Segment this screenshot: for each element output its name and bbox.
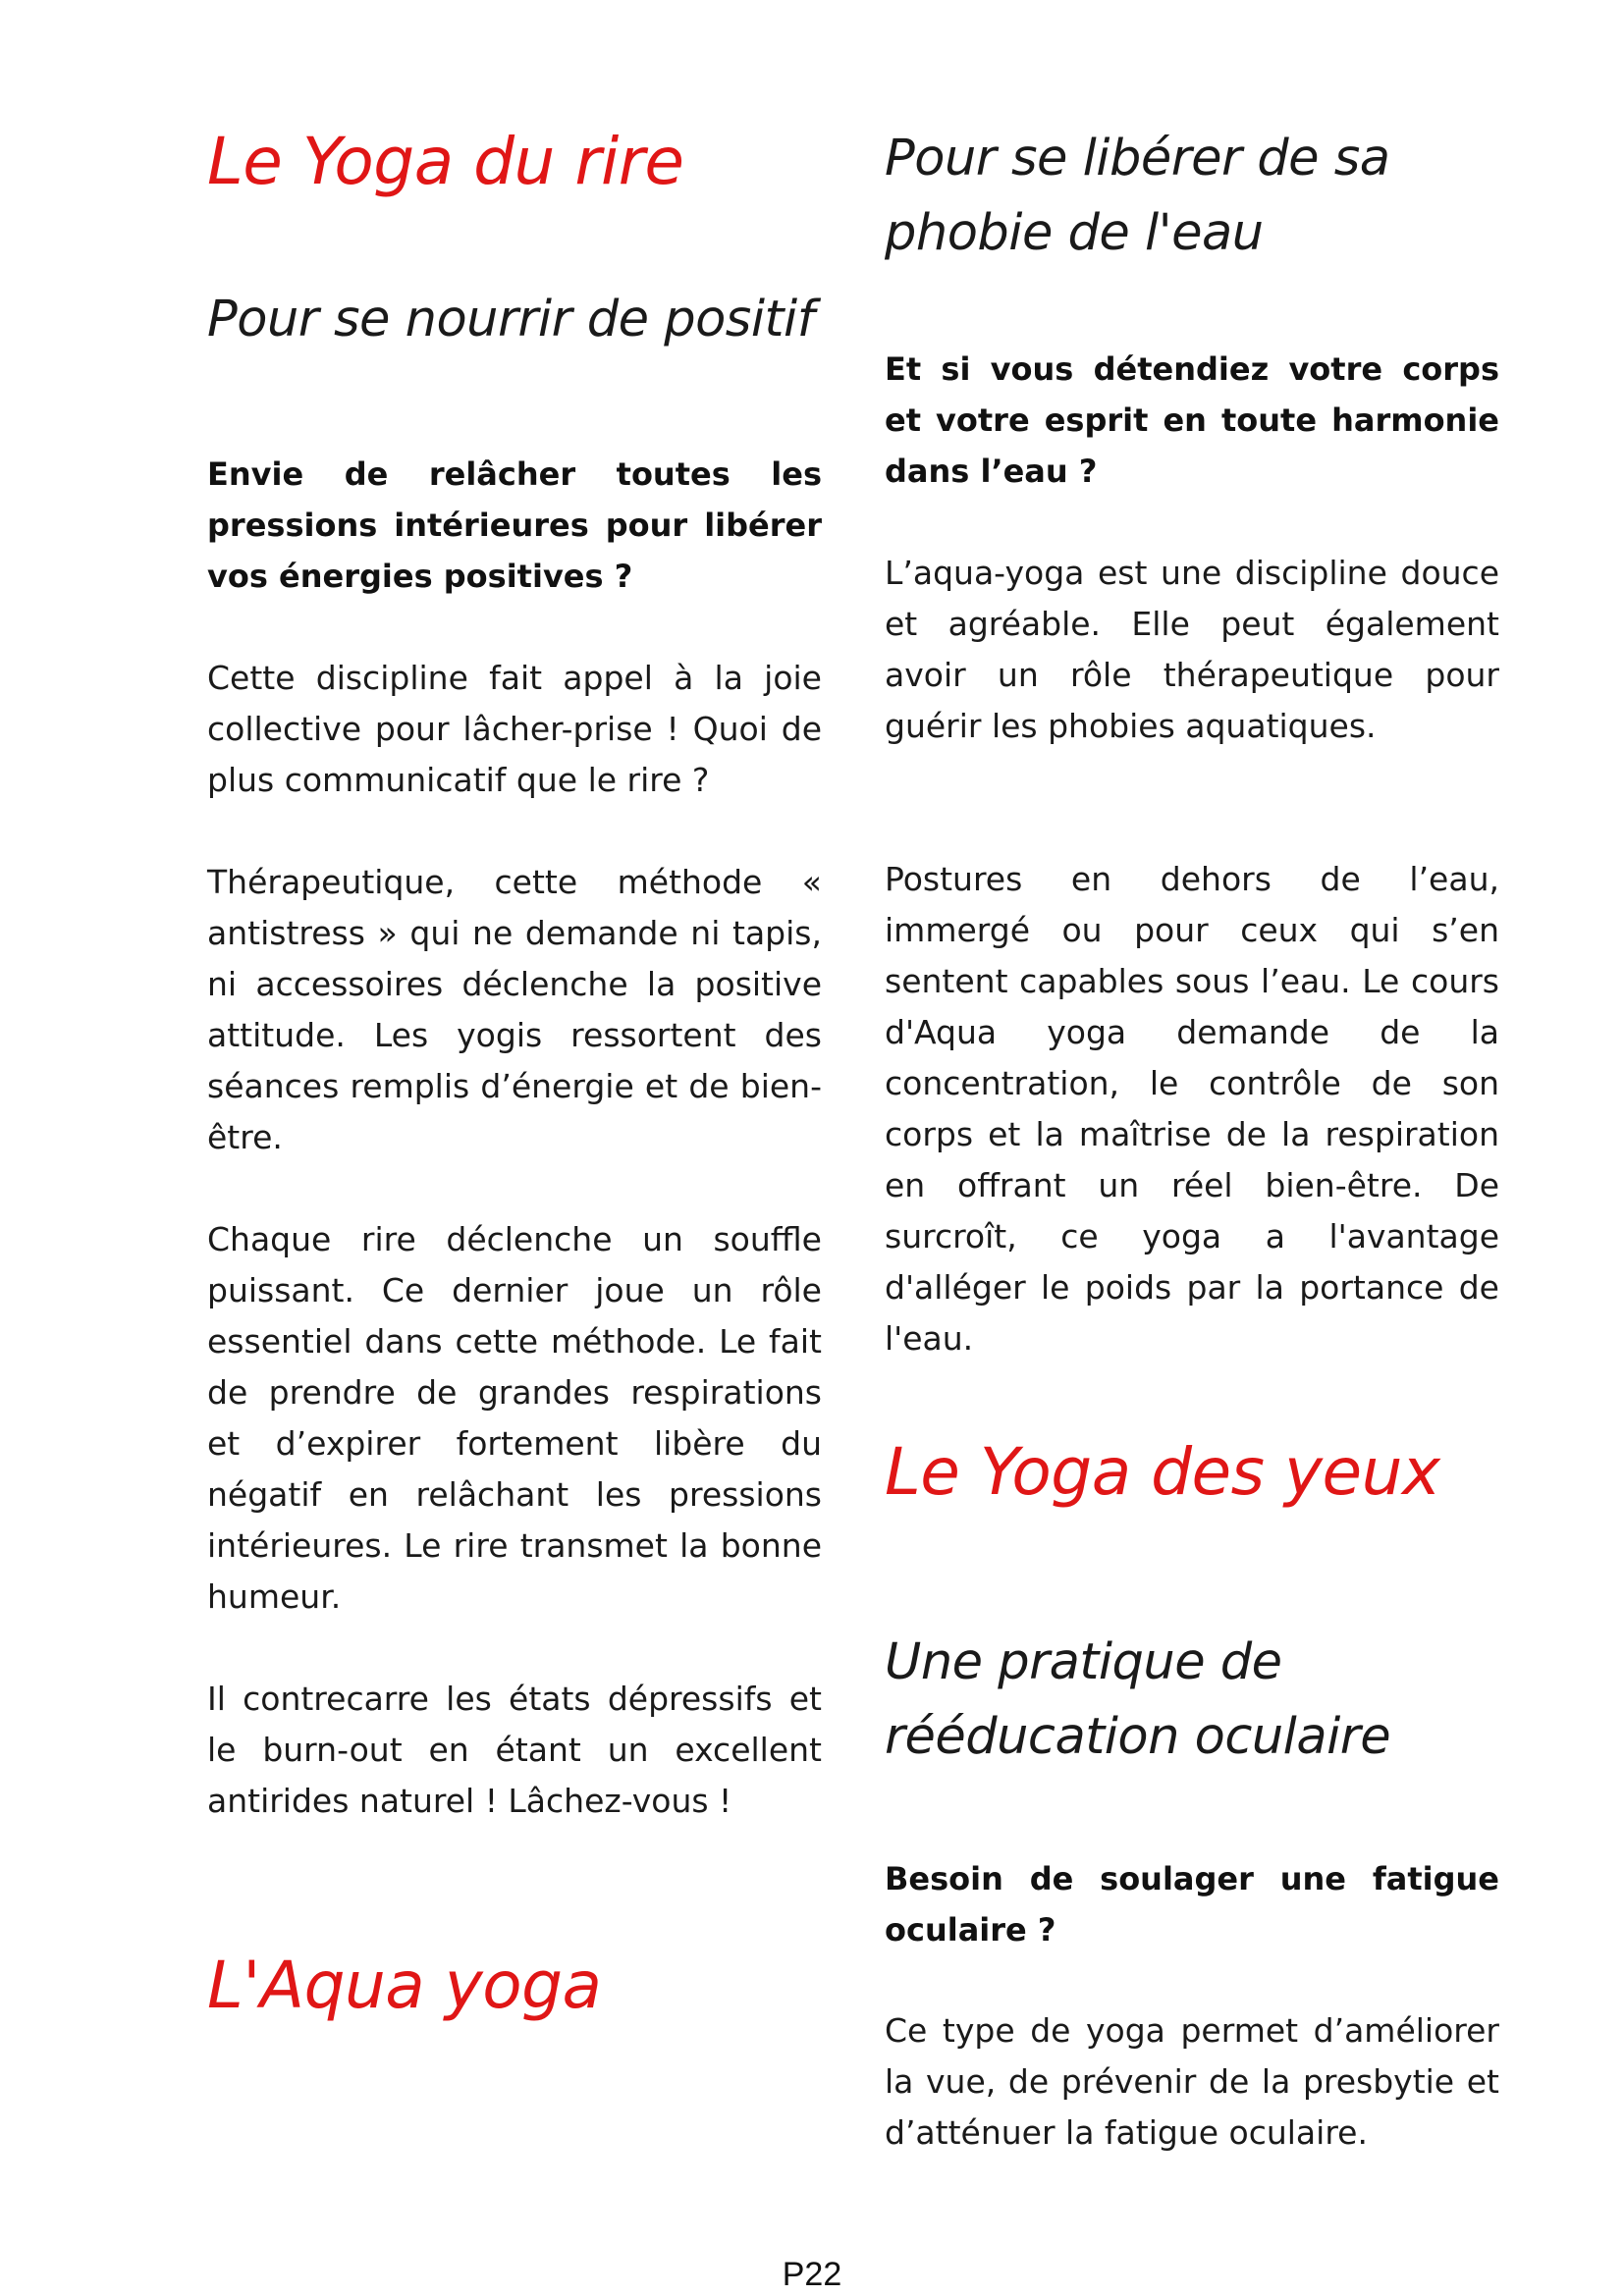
laughter-yoga-subtitle: Pour se nourrir de positif bbox=[207, 291, 815, 348]
aqua-yoga-lead: Et si vous détendiez votre corps et votre esprit en toute harmonie dans l’eau ? bbox=[885, 350, 1499, 490]
aqua-yoga-paragraph-2: Postures en dehors de l’eau, immergé ou pour ceux qui s’en sentent capables sous l’eau. Le cours d'Aqua yoga demande de la concentration, le contrôle de son corps et la maîtrise de la respiration en offrant un réel bien-être. De surcroît, ce yoga a l'avantage d'alléger le poids par la portance de l'eau. bbox=[885, 860, 1499, 1358]
eye-yoga-subtitle: Une pratique de rééducation oculaire bbox=[885, 1633, 1391, 1766]
laughter-yoga-title: Le Yoga du rire bbox=[207, 124, 684, 199]
laughter-yoga-paragraph-2: Thérapeutique, cette méthode « antistress » qui ne demande ni tapis, ni accessoires déclenche la positive attitude. Les yogis ressortent des séances remplis d’énergie et de bien-être. bbox=[207, 863, 822, 1156]
laughter-yoga-lead: Envie de relâcher toutes les pressions intérieures pour libérer vos énergies positives ? bbox=[207, 455, 822, 595]
eye-yoga-lead: Besoin de soulager une fatigue oculaire ? bbox=[885, 1860, 1499, 1949]
laughter-yoga-paragraph-1: Cette discipline fait appel à la joie collective pour lâcher-prise ! Quoi de plus communicatif que le rire ? bbox=[207, 659, 822, 799]
eye-yoga-title: Le Yoga des yeux bbox=[885, 1434, 1440, 1510]
aqua-yoga-title: L'Aqua yoga bbox=[207, 1948, 602, 2023]
laughter-yoga-paragraph-4: Il contrecarre les états dépressifs et le burn-out en étant un excellent antirides naturel ! Lâchez-vous ! bbox=[207, 1680, 822, 1820]
page-number: P22 bbox=[782, 2256, 842, 2293]
aqua-yoga-paragraph-1: L’aqua-yoga est une discipline douce et agréable. Elle peut également avoir un rôle thérapeutique pour guérir les phobies aquatiques. bbox=[885, 554, 1499, 745]
eye-yoga-paragraph-1: Ce type de yoga permet d’améliorer la vue, de prévenir de la presbytie et d’atténuer la fatigue oculaire. bbox=[885, 2011, 1499, 2152]
laughter-yoga-paragraph-3: Chaque rire déclenche un souffle puissant. Ce dernier joue un rôle essentiel dans cette méthode. Le fait de prendre de grandes respirations et d’expirer fortement libère du négatif en relâchant les pressions intérieures. Le rire transmet la bonne humeur. bbox=[207, 1220, 822, 1616]
aqua-yoga-subtitle: Pour se libérer de sa phobie de l'eau bbox=[885, 130, 1390, 262]
